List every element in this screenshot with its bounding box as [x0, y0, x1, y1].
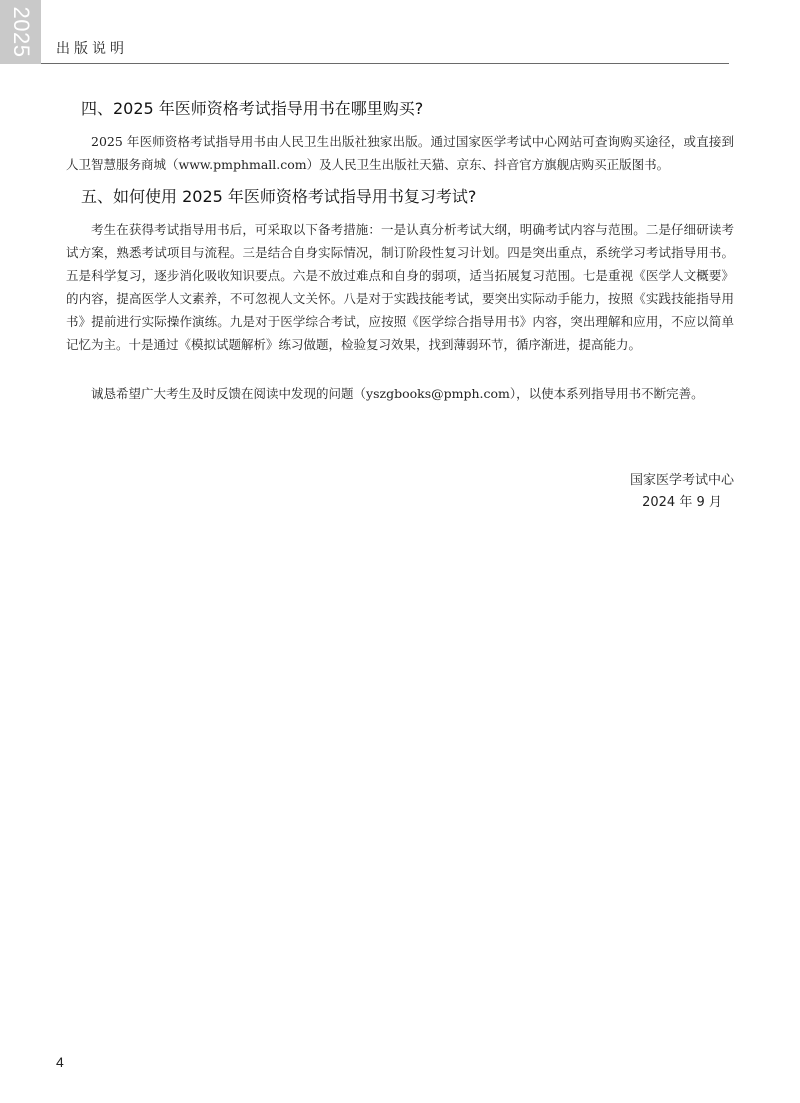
main-content — [66, 96, 734, 413]
running-head: 出版说明 — [56, 41, 128, 57]
closing-paragraph: 诚恳希望广大考生及时反馈在阅读中发现的问题（yszgbooks@pmph.com），以使本系列指导用书不断完善。 — [91, 386, 704, 401]
page-number: 4 — [56, 1054, 64, 1070]
section-heading-usage: 五、如何使用 2025 年医师资格考试指导用书复习考试? — [81, 187, 477, 206]
signature-date: 2024 年 9 月 — [642, 495, 722, 510]
section-heading-purchase: 四、2025 年医师资格考试指导用书在哪里购买? — [81, 99, 424, 118]
side-tab-year: 2025 — [8, 6, 34, 58]
signature-organization: 国家医学考试中心 — [629, 473, 734, 488]
section-paragraph-usage: 考生在获得考试指导用书后，可采取以下备考措施：一是认真分析考试大纲，明确考试内容与范围。二是仔细研读考试方案，熟悉考试项目与流程。三是结合自身实际情况，制订阶段性复习计划。四是突出重点，系统学习考试指导用书。五是科学复习，逐步消化吸收知识要点。六是不放过难点和自身的弱项，适当拓展复习范围。七是重视《医学人文概要》的内容，提高医学人文素养，不可忽视人文关怀。八是对于实践技能考试，要突出实际动手能力，按照《实践技能指导用书》提前进行实际操作演练。九是对于医学综合考试，应按照《医学综合指导用书》内容，突出理解和应用，不应以简单记忆为主。十是通过《模拟试题解析》练习做题，检验复习效果，找到薄弱环节，循序渐进，提高能力。 — [66, 222, 734, 352]
header-rule — [41, 63, 729, 64]
signature-block — [630, 470, 734, 514]
section-paragraph-purchase: 2025 年医师资格考试指导用书由人民卫生出版社独家出版。通过国家医学考试中心网站可查询购买途径，或直接到人卫智慧服务商城（www.pmphmall.com）及人民卫生出版社天猫、京东、抖音官方旗舰店购买正版图书。 — [66, 134, 734, 172]
side-tab — [0, 0, 41, 64]
